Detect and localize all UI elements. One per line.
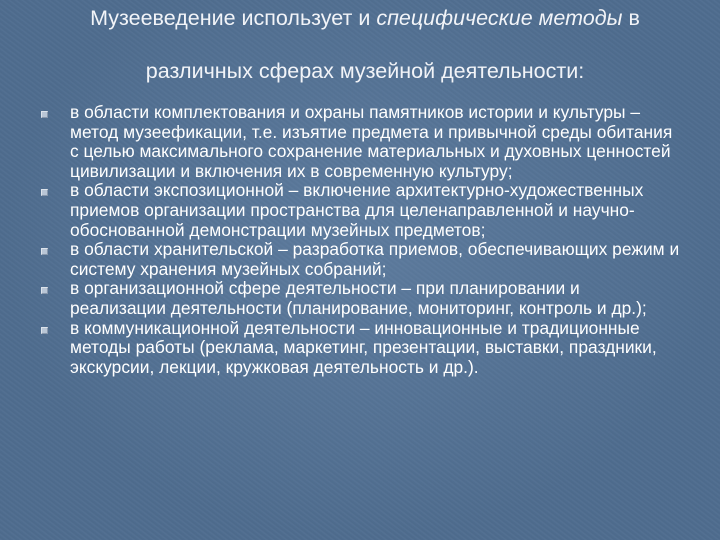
title-emphasis: специфические методы xyxy=(376,6,623,30)
bullet-text: в области хранительской – разработка приемов, обеспечивающих режим и систему хранения музейных собраний; xyxy=(70,239,680,279)
bullet-text: в области комплектования и охраны памятников истории и культуры – метод музеефикации, т.е. изъятие предмета и привычной среды обитания с целью максимального сохранение материальных и духовных ценностей цивилизации и включения их в современную культуру; xyxy=(70,102,673,181)
bullet-text: в коммуникационной деятельности – инновационные и традиционные методы работы (реклама, маркетинг, презентации, выставки, праздники, экскурсии, лекции, кружковая деятельность и др.). xyxy=(70,317,657,377)
bullet-item-communication xyxy=(40,319,680,378)
slide-title-line-1 xyxy=(40,5,690,31)
title-prefix: Музееведение использует и xyxy=(90,6,377,30)
bullet-text: в области экспозиционной – включение архитектурно-художественных приемов организации пространства для целенаправленной и научно-обоснованной демонстрации музейных предметов; xyxy=(70,180,644,240)
slide-title-line-2: различных сферах музейной деятельности: xyxy=(145,59,585,83)
square-bullet-icon xyxy=(41,189,48,196)
square-bullet-icon xyxy=(41,248,48,255)
bullet-text: в организационной сфере деятельности – при планировании и реализации деятельности (планирование, мониторинг, контроль и др.); xyxy=(70,278,647,318)
title-suffix: в xyxy=(622,6,640,30)
bullet-item-organization xyxy=(40,279,680,318)
bullet-item-storage xyxy=(40,240,680,279)
bullet-list xyxy=(40,103,680,377)
square-bullet-icon xyxy=(41,327,48,334)
bullet-item-acquisition xyxy=(40,103,680,181)
square-bullet-icon xyxy=(41,111,48,118)
bullet-item-exposition xyxy=(40,181,680,240)
square-bullet-icon xyxy=(41,287,48,294)
